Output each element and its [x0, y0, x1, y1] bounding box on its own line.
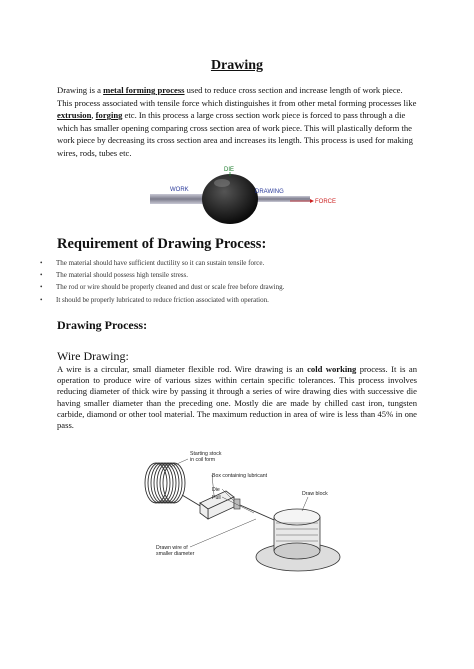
wire-text: A wire is a circular, small diameter flexible rod. Wire drawing is an: [57, 364, 308, 374]
intro-term-forging: forging: [95, 110, 123, 121]
list-item-text: It should be properly lubricated to reduce friction associated with operation.: [56, 295, 269, 304]
bullet-icon: •: [40, 271, 43, 280]
label-lubricant-box: Box containing lubricant: [212, 473, 268, 479]
list-item: [40, 257, 420, 269]
draw-block: [256, 509, 340, 571]
intro-text: ,: [91, 110, 96, 121]
die-block: [234, 499, 240, 509]
list-item: [40, 294, 420, 306]
wire-term-cold-working: cold working: [307, 364, 357, 374]
intro-text: used to reduce cross section and increase length of work piece. This process associated with tensile force which distinguishes it from other metal forming processes like: [57, 85, 417, 108]
requirements-list: [40, 257, 420, 306]
list-item-text: The material should have sufficient ductility so it can sustain tensile force.: [56, 259, 265, 267]
label-draw-block: Draw block: [302, 491, 328, 497]
process-heading: Drawing Process:: [57, 318, 148, 332]
intro-paragraph: [57, 84, 419, 160]
work-rod: [150, 194, 210, 204]
die-label: DIE: [224, 167, 235, 173]
bullet-icon: •: [40, 259, 43, 267]
intro-text: etc. In this process a large cross section work piece is forced to pass through a die which has smaller opening comparing cross section area of work piece. This will plastically deform the work piece by decreasing its cross section area and increases its length. This process is used for making wires, rods, tubes etc.: [57, 110, 413, 158]
list-item-text: The material should possess high tensile stress.: [56, 271, 189, 280]
wire-drawing-paragraph: [57, 364, 417, 431]
wire-text: process. It is an operation to produce wire of various sizes within certain specific tolerances. This process involves reducing diameter of thick wire by passing it through a series of wire drawing dies with successive die having smaller diameter than the preceding one. Mostly die are made by chilled cast iron, tungsten carbide, diamond or other tool material. The maximum reduction in area of wire is less than 45% in one pass.: [57, 364, 417, 431]
label-smaller-diameter: smaller diameter: [156, 551, 195, 557]
list-item-text: The rod or wire should be properly cleaned and dust or scale free before drawing.: [56, 283, 285, 292]
bullet-icon: •: [40, 295, 43, 304]
die-body: [202, 174, 258, 224]
work-label: WORK: [170, 187, 189, 193]
force-label: FORCE: [315, 199, 336, 205]
intro-text: Drawing is a: [57, 85, 104, 95]
label-drawn-wire: Drawn wire of: [156, 545, 188, 551]
wire-drawing-heading: Wire Drawing:: [57, 349, 129, 363]
die-highlight: [214, 179, 230, 187]
drawing-die-figure: [150, 163, 340, 235]
intro-term-metal-forming: metal forming process: [103, 85, 185, 95]
wire-in: [182, 495, 202, 507]
label-coil-form: in coil form: [190, 457, 216, 463]
requirements-heading: Requirement of Drawing Process:: [57, 236, 267, 252]
list-item: [40, 269, 420, 281]
coil-stock: [145, 463, 185, 503]
intro-term-extrusion: extrusion: [57, 110, 92, 121]
wire-drawing-figure: [130, 445, 360, 585]
list-item: [40, 281, 420, 293]
drawing-label: DRAWING: [255, 189, 284, 195]
force-arrowhead: [310, 199, 314, 203]
label-die: Die: [212, 487, 220, 493]
page-title: Drawing: [210, 58, 264, 73]
label-pull: Pull: [212, 495, 221, 501]
bullet-icon: •: [40, 283, 43, 292]
label-starting-stock: Starting stock: [190, 451, 222, 457]
